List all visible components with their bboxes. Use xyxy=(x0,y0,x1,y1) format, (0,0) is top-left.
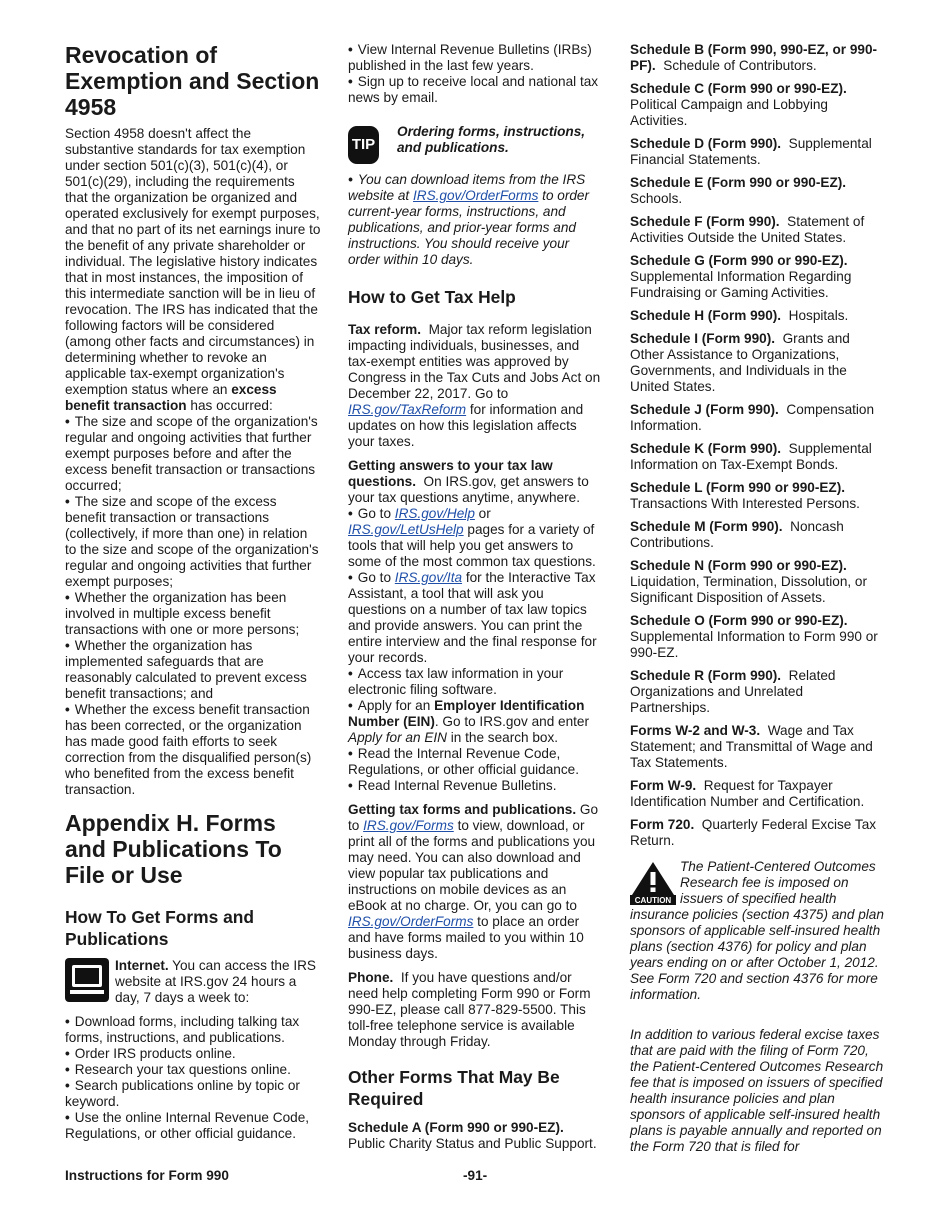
schedule-label: Schedule E (Form 990 or 990-EZ). xyxy=(630,175,847,190)
factor-item: • The size and scope of the excess benefit transaction or transactions (collectively, if more than one) in relation to the size and scope of the organization's regular and ongoing activities that further exempt purposes; xyxy=(65,494,321,590)
schedule-text: Supplemental Information to Form 990 or 990-EZ. xyxy=(630,629,878,660)
schedule-label: Schedule J (Form 990). xyxy=(630,402,779,417)
schedule-text: Liquidation, Termination, Dissolution, or Significant Disposition of Assets. xyxy=(630,574,868,605)
order-forms-link[interactable]: IRS.gov/OrderForms xyxy=(413,188,539,203)
internet-item: • Search publications online by topic or keyword. xyxy=(65,1078,321,1110)
schedule-entry xyxy=(630,480,886,512)
schedule-entry xyxy=(630,519,886,551)
factor-item: • Whether the organization has implemented safeguards that are reasonably calculated to prevent excess benefit transactions; and xyxy=(65,638,321,702)
right-column xyxy=(630,42,886,1155)
schedule-label: Schedule N (Form 990 or 990-EZ). xyxy=(630,558,847,573)
schedule-text: Compensation Information. xyxy=(630,402,875,433)
schedule-entry xyxy=(630,668,886,716)
schedule-text: Schedule of Contributors. xyxy=(663,58,817,73)
schedule-label: Schedule R (Form 990). xyxy=(630,668,782,683)
page-number: -91- xyxy=(463,1168,488,1183)
schedule-entry xyxy=(630,613,886,661)
order-forms-link[interactable]: IRS.gov/OrderForms xyxy=(348,914,474,929)
schedule-label: Form 720. xyxy=(630,817,695,832)
schedule-text: Hospitals. xyxy=(788,308,849,323)
schedule-label: Schedule K (Form 990). xyxy=(630,441,782,456)
schedule-label: Schedule C (Form 990 or 990-EZ). xyxy=(630,81,847,96)
schedule-text: Request for Taxpayer Identification Number and Certification. xyxy=(630,778,865,809)
schedule-entry xyxy=(630,175,886,207)
schedule-entry xyxy=(630,402,886,434)
heading-how-to-get-forms: How To Get Forms and Publications xyxy=(65,907,255,949)
answers-paragraph: Getting answers to your tax law questions. On IRS.gov, get answers to your tax questions anytime, anywhere. xyxy=(348,458,589,505)
schedule-entry xyxy=(630,42,886,74)
schedule-text: Statement of Activities Outside the United States. xyxy=(630,214,865,245)
schedule-label: Schedule L (Form 990 or 990-EZ). xyxy=(630,480,846,495)
schedule-text: Noncash Contributions. xyxy=(630,519,844,550)
factor-item: • The size and scope of the organization's regular and ongoing activities that further exempt purposes before and after the excess benefit transaction or transactions occurred; xyxy=(65,414,321,494)
schedule-label: Form W-9. xyxy=(630,778,697,793)
caution-block xyxy=(630,859,886,1003)
middle-column xyxy=(348,42,604,1152)
schedule-entry xyxy=(630,136,886,168)
tip-heading: Ordering forms, instructions, and publications. xyxy=(397,124,586,155)
pcor-paragraph: In addition to various federal excise taxes that are paid with the filing of Form 720, the Patient-Centered Outcomes Research fee that is imposed on issuers of specified health insurance policies and plan sponsors of applicable self-insured health plans is payable annually and reported on the Form 720 that is filed for xyxy=(630,1027,884,1154)
footer-title: Instructions for Form 990 xyxy=(65,1168,229,1183)
tax-reform-paragraph: Tax reform. Major tax reform legislation impacting individuals, businesses, and tax-exempt entities was approved by Congress in the Tax Cuts and Jobs Act on December 22, 2017. Go to IRS.gov/TaxReform for information and updates on how this legislation affects your taxes. xyxy=(348,322,601,449)
schedule-label: Schedule B (Form 990, 990-EZ, or 990-PF). xyxy=(630,42,878,73)
internet-label: Internet. xyxy=(115,958,169,973)
schedule-entry xyxy=(630,817,886,849)
schedule-text: Supplemental Information Regarding Fundraising or Gaming Activities. xyxy=(630,269,852,300)
ita-link[interactable]: IRS.gov/Ita xyxy=(394,570,463,585)
heading-how-to-get-tax-help: How to Get Tax Help xyxy=(348,287,516,307)
schedule-entry xyxy=(630,214,886,246)
irc-item: • Read the Internal Revenue Code, Regulations, or other official guidance. xyxy=(348,746,604,778)
schedule-entry xyxy=(630,81,886,129)
forms-paragraph: Getting tax forms and publications. Go to IRS.gov/Forms to view, download, or print all of the forms and publications you may need. You can also download and view popular tax publications and instructions on mobile devices as an eBook at no charge. Or, you can go to IRS.gov/OrderForms to place an order and have forms mailed to you within 10 business days. xyxy=(348,802,599,961)
schedule-text: Related Organizations and Unrelated Partnerships. xyxy=(630,668,836,715)
schedule-label: Schedule H (Form 990). xyxy=(630,308,782,323)
schedule-entry xyxy=(630,558,886,606)
schedule-label: Schedule F (Form 990). xyxy=(630,214,780,229)
schedule-text: Schools. xyxy=(630,191,683,206)
help-link[interactable]: IRS.gov/Help xyxy=(394,506,475,521)
schedule-text: Grants and Other Assistance to Organizations, Governments, and Individuals in the United States. xyxy=(630,331,850,394)
ita-item: • Go to IRS.gov/Ita for the Interactive Tax Assistant, a tool that will ask you questions on a number of tax law topics and provide answers. You can print the entire interview and the final response for your records. xyxy=(348,570,604,666)
let-us-help-link[interactable]: IRS.gov/LetUsHelp xyxy=(348,522,464,537)
caution-text: The Patient-Centered Outcomes Research fee is imposed on issuers of specified health insurance policies (section 4375) and plan sponsors of applicable self-insured health plans (section 4376) for policy and plan years ending on or after October 1, 2012. See Form 720 and section 4376 for more information. xyxy=(630,859,884,1002)
schedule-label: Schedule O (Form 990 or 990-EZ). xyxy=(630,613,848,628)
schedule-label: Forms W-2 and W-3. xyxy=(630,723,761,738)
schedule-text: Transactions With Interested Persons. xyxy=(630,496,860,511)
schedule-list xyxy=(630,42,886,849)
internet-item: • Order IRS products online. xyxy=(65,1046,321,1062)
tip-block xyxy=(348,122,604,164)
schedule-entry xyxy=(630,308,886,324)
schedule-entry xyxy=(630,253,886,301)
heading-revocation: Revocation of Exemption and Section 4958 xyxy=(65,42,320,120)
heading-appendix-h: Appendix H. Forms and Publications To File or Use xyxy=(65,810,282,888)
heading-other-forms: Other Forms That May Be Required xyxy=(348,1067,560,1109)
efile-item: • Access tax law information in your electronic filing software. xyxy=(348,666,604,698)
factor-item: • Whether the organization has been involved in multiple excess benefit transactions with one or more persons; xyxy=(65,590,321,638)
schedule-label: Schedule D (Form 990). xyxy=(630,136,782,151)
schedule-text: Quarterly Federal Excise Tax Return. xyxy=(630,817,877,848)
schedule-label: Schedule M (Form 990). xyxy=(630,519,783,534)
factor-item: • Whether the excess benefit transaction has been corrected, or the organization has made good faith efforts to seek correction from the disqualified person(s) who benefited from the excess benefit transaction. xyxy=(65,702,321,798)
left-column xyxy=(65,42,321,1142)
schedule-label: Schedule I (Form 990). xyxy=(630,331,776,346)
internet-item: • Research your tax questions online. xyxy=(65,1062,321,1078)
schedule-entry xyxy=(630,331,886,395)
schedule-a: Schedule A (Form 990 or 990-EZ). Public Charity Status and Public Support. xyxy=(348,1120,597,1151)
tax-reform-link[interactable]: IRS.gov/TaxReform xyxy=(348,402,467,417)
internet-item: • Download forms, including talking tax forms, instructions, and publications. xyxy=(65,1014,321,1046)
computer-icon xyxy=(65,958,110,1006)
internet-block xyxy=(65,958,321,1006)
schedule-entry xyxy=(630,441,886,473)
schedule-entry xyxy=(630,723,886,771)
schedule-text: Supplemental Information on Tax-Exempt Bonds. xyxy=(630,441,872,472)
caution-icon xyxy=(630,861,676,905)
forms-link[interactable]: IRS.gov/Forms xyxy=(363,818,454,833)
internet-text: You can access the IRS website at IRS.gov 24 hours a day, 7 days a week to: xyxy=(115,958,316,1005)
phone-paragraph: Phone. If you have questions and/or need help completing Form 990 or Form 990-EZ, please call 877-829-5500. This toll-free telephone service is available Monday through Friday. xyxy=(348,970,591,1049)
schedule-text: Political Campaign and Lobbying Activities. xyxy=(630,97,828,128)
internet-item: • Use the online Internal Revenue Code, Regulations, or other official guidance. xyxy=(65,1110,321,1142)
schedule-text: Wage and Tax Statement; and Transmittal of Wage and Tax Statements. xyxy=(630,723,873,770)
schedule-label: Schedule G (Form 990 or 990-EZ). xyxy=(630,253,848,268)
irb-item: • Read Internal Revenue Bulletins. xyxy=(348,778,604,794)
svg-text:CAUTION: CAUTION xyxy=(634,896,672,905)
tip-icon: TIP xyxy=(348,126,379,164)
revocation-paragraph: Section 4958 doesn't affect the substantive standards for tax exemption under section 501(c)(3), 501(c)(4), or 501(c)(29), including the requirements that the organization be organized and operated exclusively for exempt purposes, and that no part of its net earnings inure to the benefit of any private shareholder or individual. The legislative history indicates that in most instances, the imposition of this intermediate sanction will be in lieu of revocation. The IRS has indicated that the following factors will be considered (among other facts and circumstances) in determining whether to revoke an applicable tax-exempt organization's exemption status where an excess benefit transaction has occurred: xyxy=(65,126,321,413)
schedule-entry xyxy=(630,778,886,810)
internet-item: • View Internal Revenue Bulletins (IRBs) published in the last few years. xyxy=(348,42,604,74)
internet-item: • Sign up to receive local and national tax news by email. xyxy=(348,74,604,106)
schedule-text: Supplemental Financial Statements. xyxy=(630,136,872,167)
help-item: • Go to IRS.gov/Help or IRS.gov/LetUsHelp pages for a variety of tools that will help you get answers to some of the most common tax questions. xyxy=(348,506,604,570)
tip-text: • You can download items from the IRS website at IRS.gov/OrderForms to order current-year forms, instructions, and publications, and prior-year forms and instructions. You should receive your order within 10 days. xyxy=(348,172,604,268)
ein-item: • Apply for an Employer Identification Number (EIN). Go to IRS.gov and enter Apply for an EIN in the search box. xyxy=(348,698,604,746)
